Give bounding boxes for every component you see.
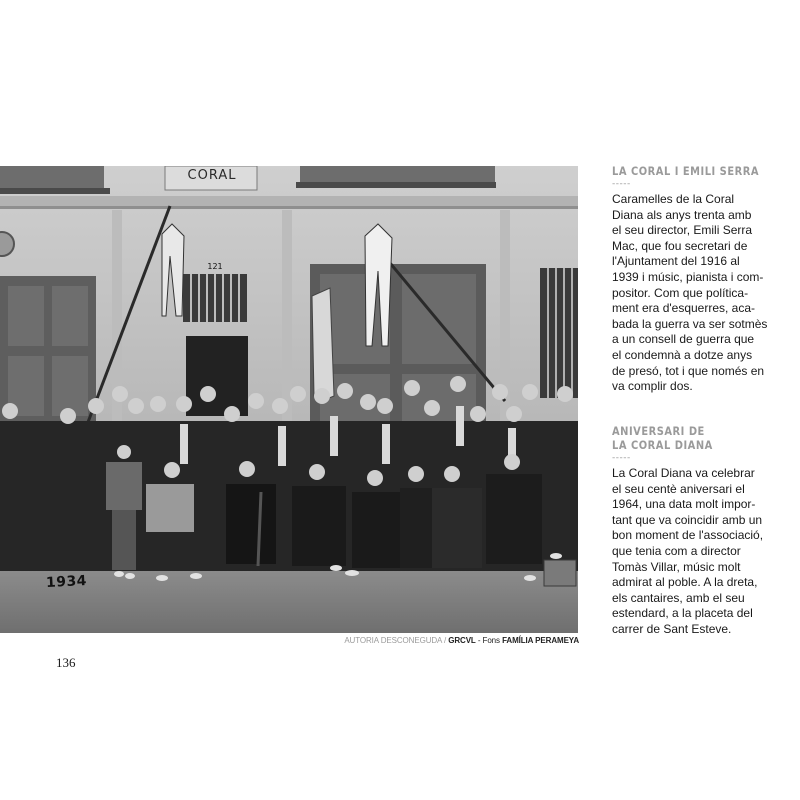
- section-title-line: ANIVERSARI DE: [612, 424, 705, 438]
- body-line: tant que va coincidir amb un: [612, 512, 763, 527]
- body-line: 1964, una data molt impor-: [612, 497, 756, 512]
- section-body: [612, 192, 792, 395]
- body-line: carrer de Sant Esteve.: [612, 621, 732, 636]
- section-body: [612, 466, 792, 638]
- body-line: bada la guerra va ser sotmès: [612, 316, 768, 331]
- body-line: a un consell de guerra que: [612, 332, 755, 347]
- photo-credit: [300, 636, 579, 645]
- body-line: va complir dos.: [612, 379, 693, 394]
- body-line: el seu director, Emili Serra: [612, 223, 753, 238]
- section-title-line: LA CORAL DIANA: [612, 438, 713, 452]
- credit-organization: GRCVL: [448, 636, 476, 645]
- body-line: el seu centè aniversari el: [612, 481, 745, 496]
- body-line: positor. Com que políticа-: [612, 285, 749, 300]
- body-line: Caramelles de la Coral: [612, 192, 735, 206]
- body-line: Mac, que fou secretari de: [612, 238, 748, 253]
- historical-photograph: [0, 166, 578, 633]
- building-sign-text: CORAL: [187, 168, 237, 183]
- group-photo-illustration: [0, 166, 578, 633]
- body-line: el condemnà a dotze anys: [612, 347, 753, 362]
- body-line: estendard, a la placeta del: [612, 606, 753, 621]
- body-line: l'Ajuntament del 1916 al: [612, 254, 740, 269]
- credit-separator: /: [441, 636, 449, 645]
- page-number: 136: [56, 655, 76, 670]
- body-line: Tomàs Villar, músic molt: [612, 559, 741, 574]
- body-line: de presó, tot i que només en: [612, 363, 765, 378]
- section-title-line: LA CORAL I EMILI SERRA: [612, 164, 760, 178]
- body-line: Diana als anys trenta amb: [612, 207, 752, 222]
- sidebar-section-aniversari-coral-diana: [612, 424, 792, 638]
- section-divider: -----: [612, 453, 631, 463]
- door-number: 121: [207, 262, 223, 271]
- body-line: bon moment de l'associació,: [612, 528, 764, 543]
- section-divider: -----: [612, 179, 631, 189]
- body-line: ment era d'esquerres, aca-: [612, 301, 756, 316]
- body-line: 1939 i músic, pianista i com-: [612, 269, 764, 284]
- credit-fons-label: - Fons: [475, 636, 503, 645]
- section-title: [612, 424, 767, 452]
- body-line: que tenia com a director: [612, 543, 741, 558]
- section-title: [612, 164, 767, 178]
- credit-author: AUTORIA DESCONEGUDA: [344, 636, 442, 645]
- body-line: admirat al poble. A la dreta,: [612, 575, 758, 590]
- photo-year-mark: 1934: [45, 572, 88, 592]
- sidebar-section-coral-emili-serra: [612, 164, 792, 395]
- body-line: La Coral Diana va celebrar: [612, 466, 755, 480]
- body-line: els cantaires, amb el seu: [612, 590, 745, 605]
- credit-family: FAMÍLIA PERAMEYA: [502, 636, 579, 645]
